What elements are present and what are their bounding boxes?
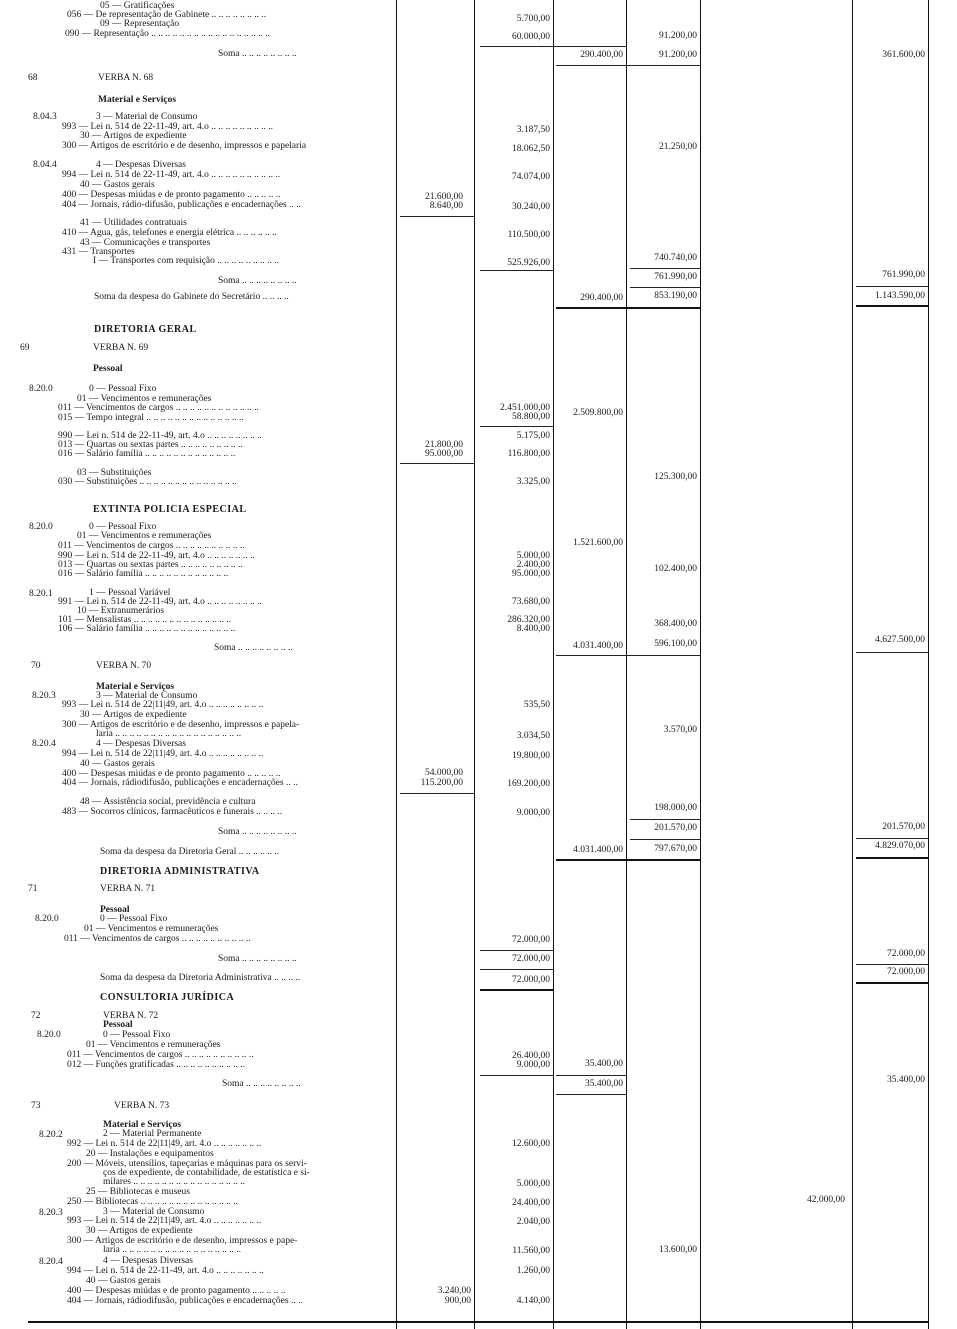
amount-value: 115.200,00 — [420, 778, 463, 788]
amount-value: 286.320,00 — [507, 615, 550, 625]
subsection-heading: Material e Serviços — [103, 1120, 182, 1130]
budget-line: 250 — Bibliotecas .. .. .. .. .. .. .. .. .. .. .. .. .. .. — [67, 1197, 238, 1207]
budget-line: 300 — Artigos de escritório e de desenho, impressos e pape- — [67, 1236, 298, 1246]
amount-value: 8.640,00 — [429, 201, 463, 211]
subsection-heading: Material e Serviços — [96, 682, 175, 692]
amount-value: 368.400,00 — [654, 619, 697, 629]
amount-value: 11.560,00 — [512, 1246, 550, 1256]
amount-value: 4.829.070,00 — [875, 841, 925, 851]
budget-line: VERBA N. 71 — [100, 884, 156, 894]
amount-value: 201.570,00 — [654, 823, 697, 833]
budget-line: 43 — Comunicações e transportes — [80, 238, 211, 248]
budget-line: Soma .. .. .. .. .. .. .. .. — [218, 276, 297, 286]
amount-value: 72.000,00 — [512, 954, 550, 964]
budget-line: Soma da despesa da Diretoria Geral .. .. .. .. .. .. — [100, 847, 280, 857]
budget-line: 73 — [31, 1101, 41, 1111]
amount-value: 9.000,00 — [516, 1060, 550, 1070]
budget-line: 106 — Salário família .. .. .. .. .. .. .. .. .. .. .. .. .. — [58, 624, 236, 634]
subsection-heading: Pessoal — [93, 364, 123, 374]
amount-value: 5.700,00 — [516, 14, 550, 24]
budget-line: 0 — Pessoal Fixo — [103, 1030, 171, 1040]
sum-rule — [480, 46, 626, 47]
budget-line: 41 — Utilidades contratuais — [80, 218, 187, 228]
amount-value: 3.325,00 — [516, 477, 550, 487]
amount-value: 169.200,00 — [507, 779, 550, 789]
amount-value: 3.240,00 — [437, 1286, 471, 1296]
budget-line: 991 — Lei n. 514 de 22-11-49, art. 4.o .. .. .. .. .. .. .. .. — [58, 597, 262, 607]
amount-value: 535,50 — [523, 700, 550, 710]
amount-value: 1.143.590,00 — [875, 291, 925, 301]
amount-value: 900,00 — [444, 1296, 471, 1306]
budget-line: 404 — Jornais, rádiodifusão, publicações e encadernações .. .. — [62, 778, 298, 788]
budget-line: 993 — Lei n. 514 de 22|11|49, art. 4.o .. .. .. .. .. .. .. — [67, 1216, 262, 1226]
amount-value: 21.600,00 — [425, 192, 463, 202]
amount-value: 5.000,00 — [516, 551, 550, 561]
total-rule — [556, 859, 700, 861]
total-rule — [856, 982, 928, 984]
sum-rule — [630, 268, 700, 269]
budget-line: 3 — Material de Consumo — [103, 1207, 205, 1217]
amount-value: 361.600,00 — [882, 50, 925, 60]
budget-line: 101 — Mensalistas .. .. .. .. .. .. .. .. .. .. .. .. .. .. — [58, 615, 232, 625]
budget-line: 05 — Gratificações — [100, 1, 175, 11]
amount-value: 3.187,50 — [516, 125, 550, 135]
budget-line: 090 — Representação .. .. .. .. .. .. .. .. .. .. .. .. .. .. .. .. .. — [65, 29, 271, 39]
budget-line: 431 — Transportes — [62, 247, 135, 257]
amount-value: 201.570,00 — [882, 822, 925, 832]
sum-rule — [630, 839, 700, 840]
budget-line: 993 — Lei n. 514 de 22|11|49, art. 4.o .. .. .. .. .. .. .. .. — [62, 700, 264, 710]
amount-value: 12.600,00 — [512, 1139, 550, 1149]
budget-line: 993 — Lei n. 514 de 22-11-49, art. 4.o .. .. .. .. .. .. .. .. .. — [62, 122, 273, 132]
budget-line: VERBA N. 72 — [103, 1011, 159, 1021]
sum-rule — [856, 286, 928, 287]
amount-value: 198.000,00 — [654, 803, 697, 813]
amount-value: 110.500,00 — [507, 230, 550, 240]
budget-line: 300 — Artigos de escritório e de desenho, impressos e papela- — [62, 720, 300, 730]
budget-line: 4 — Despesas Diversas — [103, 1256, 193, 1266]
amount-value: 596.100,00 — [654, 639, 697, 649]
budget-line: 015 — Tempo integral .. .. .. .. .. .. .. .. .. .. .. .. .. .. — [58, 413, 244, 423]
amount-value: 740.740,00 — [654, 253, 697, 263]
budget-line: 994 — Lei n. 514 de 22|11|49, art. 4.o .. .. .. .. .. .. .. .. — [62, 749, 264, 759]
amount-value: 4.140,00 — [516, 1296, 550, 1306]
budget-line: 72 — [31, 1011, 41, 1021]
budget-line: 200 — Móveis, utensílios, tapeçarias e máquinas para os servi- — [67, 1159, 307, 1169]
subsection-heading: Pessoal — [100, 905, 130, 915]
section-title: DIRETORIA ADMINISTRATIVA — [100, 866, 260, 877]
budget-line: 01 — Vencimentos e remunerações — [77, 394, 212, 404]
amount-value: 72.000,00 — [887, 949, 925, 959]
budget-line: 8.20.3 — [32, 691, 56, 701]
amount-value: 125.300,00 — [654, 472, 697, 482]
amount-value: 1.260,00 — [516, 1266, 550, 1276]
budget-line: 2 — Material Permanente — [103, 1129, 202, 1139]
total-rule — [856, 305, 928, 307]
sum-rule — [400, 463, 474, 464]
amount-value: 9.000,00 — [516, 808, 550, 818]
amount-value: 35.400,00 — [585, 1059, 623, 1069]
column-rule — [928, 0, 929, 1329]
section-title: CONSULTORIA JURÍDICA — [100, 992, 235, 1003]
budget-line: 01 — Vencimentos e remunerações — [84, 924, 219, 934]
budget-line: 8.20.1 — [29, 589, 53, 599]
amount-value: 2.509.800,00 — [573, 408, 623, 418]
budget-line: 8.20.0 — [37, 1030, 61, 1040]
budget-line: 990 — Lei n. 514 de 22-11-49, art. 4.o .. .. .. .. .. .. .. — [58, 551, 255, 561]
budget-line: 03 — Substituições — [77, 468, 152, 478]
budget-line: 25 — Bibliotecas e museus — [86, 1187, 190, 1197]
column-rule — [396, 0, 397, 1329]
amount-value: 42.000,00 — [807, 1195, 845, 1205]
budget-line: 8.04.4 — [33, 160, 57, 170]
budget-line: 8.20.0 — [35, 914, 59, 924]
amount-value: 290.400,00 — [580, 50, 623, 60]
amount-value: 58.800,00 — [512, 412, 550, 422]
budget-line: 400 — Despesas miúdas e de pronto pagamento .. .. .. .. .. — [67, 1286, 286, 1296]
amount-value: 18.062,50 — [512, 144, 550, 154]
budget-line: 483 — Socorros clínicos, farmacêuticos e funerais .. .. .. .. — [62, 807, 283, 817]
budget-line: 71 — [28, 884, 38, 894]
budget-line: laria .. .. .. .. .. .. .. .. .. .. .. .. .. .. .. .. .. .. — [96, 729, 242, 739]
budget-line: I — Transportes com requisição .. .. .. .. .. .. .. .. .. — [93, 256, 280, 266]
sum-rule — [480, 1075, 554, 1076]
budget-line: 68 — [28, 73, 38, 83]
column-rule — [553, 0, 554, 1329]
budget-line: 3 — Material de Consumo — [96, 691, 198, 701]
amount-value: 74.074,00 — [512, 172, 550, 182]
amount-value: 525.926,00 — [507, 258, 550, 268]
budget-line: ços de expediente, de contabilidade, de estatística e si- — [103, 1168, 310, 1178]
amount-value: 35.400,00 — [887, 1075, 925, 1085]
budget-line: 013 — Quartas ou sextas partes .. .. .. .. .. .. .. .. .. — [58, 440, 243, 450]
amount-value: 72.000,00 — [512, 975, 550, 985]
page-bottom-rule — [28, 1321, 928, 1323]
amount-value: 91.200,00 — [659, 50, 697, 60]
amount-value: 72.000,00 — [887, 967, 925, 977]
column-rule — [474, 0, 475, 1329]
budget-line: 012 — Funções gratificadas .. .. .. .. .. .. .. .. .. .. — [67, 1060, 246, 1070]
amount-value: 21.250,00 — [659, 142, 697, 152]
budget-line: 01 — Vencimentos e remunerações — [86, 1040, 221, 1050]
amount-value: 5.175,00 — [516, 431, 550, 441]
budget-line: 8.20.4 — [32, 739, 56, 749]
amount-value: 35.400,00 — [585, 1079, 623, 1089]
budget-line: laria .. .. .. .. .. .. .. .. .. .. .. .. .. .. .. .. .. — [103, 1245, 242, 1255]
amount-value: 73.680,00 — [512, 597, 550, 607]
budget-line: 8.20.2 — [39, 1130, 63, 1140]
amount-value: 2.400,00 — [516, 560, 550, 570]
budget-line: 0 — Pessoal Fixo — [89, 522, 157, 532]
column-rule — [626, 0, 627, 1329]
budget-line: 011 — Vencimentos de cargos .. .. .. .. .. .. .. .. .. .. .. .. — [58, 403, 259, 413]
budget-line: Soma da despesa do Gabinete do Secretário .. .. .. .. — [94, 292, 289, 302]
amount-value: 1.521.600,00 — [573, 538, 623, 548]
budget-line: 30 — Artigos de expediente — [80, 131, 187, 141]
sum-rule — [556, 65, 700, 66]
budget-line: Soma .. .. .. .. .. .. .. .. — [214, 643, 293, 653]
budget-line: 4 — Despesas Diversas — [96, 739, 186, 749]
budget-line: 8.04.3 — [33, 112, 57, 122]
budget-line: 8.20.0 — [29, 522, 53, 532]
budget-line: 994 — Lei n. 514 de 22-11-49, art. 4.o .. .. .. .. .. .. .. — [67, 1266, 264, 1276]
budget-line: 40 — Gastos gerais — [80, 759, 155, 769]
budget-line: 0 — Pessoal Fixo — [100, 914, 168, 924]
amount-value: 116.800,00 — [507, 449, 550, 459]
budget-line: 8.20.3 — [39, 1208, 63, 1218]
amount-value: 60.000,00 — [512, 32, 550, 42]
column-rule — [852, 0, 853, 1329]
sum-rule — [480, 950, 554, 951]
amount-value: 26.400,00 — [512, 1051, 550, 1061]
budget-line: 011 — Vencimentos de cargos .. .. .. .. .. .. .. .. .. .. — [58, 541, 245, 551]
amount-value: 30.240,00 — [512, 202, 550, 212]
budget-line: 016 — Salário família .. .. .. .. .. .. .. .. .. .. .. .. .. — [58, 449, 236, 459]
amount-value: 2.451.000,00 — [500, 403, 550, 413]
budget-line: 01 — Vencimentos e remunerações — [77, 531, 212, 541]
amount-value: 4.627.500,00 — [875, 635, 925, 645]
section-title: DIRETORIA GERAL — [94, 324, 197, 335]
sum-rule — [856, 652, 928, 653]
amount-value: 4.031.400,00 — [573, 845, 623, 855]
amount-value: 761.990,00 — [882, 270, 925, 280]
sum-rule — [480, 969, 554, 970]
budget-line: 69 — [20, 343, 30, 353]
budget-line: 404 — Jornais, rádiodifusão, publicações e encadernações .. .. — [67, 1296, 303, 1306]
budget-line: 016 — Salário família .. .. .. .. .. .. .. .. .. .. .. .. — [58, 569, 229, 579]
amount-value: 24.400,00 — [512, 1198, 550, 1208]
budget-line: Soma da despesa da Diretoria Administrativa .. .. .. .. — [100, 973, 301, 983]
budget-line: 056 — De representação de Gabinete .. .. .. .. .. .. .. .. — [67, 10, 267, 20]
budget-line: 011 — Vencimentos de cargos .. .. .. .. .. .. .. .. .. .. — [64, 934, 251, 944]
amount-value: 19.800,00 — [512, 751, 550, 761]
sum-rule — [856, 964, 928, 965]
budget-line: Soma .. .. .. .. .. .. .. .. — [218, 827, 297, 837]
budget-line: 10 — Extranumerários — [77, 606, 165, 616]
amount-value: 91.200,00 — [659, 31, 697, 41]
section-title: EXTINTA POLICIA ESPECIAL — [93, 504, 247, 515]
amount-value: 761.990,00 — [654, 272, 697, 282]
subsection-heading: Pessoal — [103, 1020, 133, 1030]
amount-value: 95.000,00 — [512, 569, 550, 579]
amount-value: 102.400,00 — [654, 564, 697, 574]
budget-line: 030 — Substituições .. .. .. .. .. .. .. .. .. .. .. .. .. .. — [58, 477, 237, 487]
budget-line: 20 — Instalações e equipamentos — [86, 1149, 214, 1159]
budget-line: VERBA N. 69 — [93, 343, 149, 353]
sum-rule — [630, 819, 700, 820]
budget-line: VERBA N. 70 — [96, 661, 152, 671]
budget-line: 4 — Despesas Diversas — [96, 160, 186, 170]
budget-line: VERBA N. 68 — [98, 73, 154, 83]
sum-rule — [630, 287, 700, 288]
budget-line: 410 — Agua, gás, telefones e energia elétrica .. .. .. .. .. .. — [62, 228, 277, 238]
amount-value: 797.670,00 — [654, 844, 697, 854]
amount-value: 290.400,00 — [580, 293, 623, 303]
budget-line: Soma .. .. .. .. .. .. .. .. — [218, 954, 297, 964]
sum-rule — [480, 426, 554, 427]
sum-rule — [480, 270, 554, 271]
budget-line: Soma .. .. .. .. .. .. .. .. — [222, 1079, 301, 1089]
budget-line: 300 — Artigos de escritório e de desenho, impressos e papelaria — [62, 141, 307, 151]
budget-line: 1 — Pessoal Variável — [89, 588, 171, 598]
column-rule — [700, 0, 701, 1329]
budget-line: 30 — Artigos de expediente — [86, 1226, 193, 1236]
amount-value: 2.040,00 — [516, 1217, 550, 1227]
budget-line: 40 — Gastos gerais — [86, 1276, 161, 1286]
budget-line: Soma .. .. .. .. .. .. .. .. — [218, 49, 297, 59]
budget-line: 013 — Quartas ou sextas partes .. .. .. .. .. .. .. .. .. — [58, 560, 243, 570]
total-rule — [556, 307, 700, 309]
amount-value: 54.000,00 — [425, 768, 463, 778]
amount-value: 3.034,50 — [516, 731, 550, 741]
budget-line: 400 — Despesas miúdas e de pronto pagamento .. .. .. .. .. — [62, 190, 281, 200]
sum-rule — [556, 1094, 626, 1095]
budget-line: VERBA N. 73 — [114, 1101, 170, 1111]
budget-line: 400 — Despesas miúdas e de pronto pagamento .. .. .. .. .. — [62, 769, 281, 779]
total-rule — [856, 857, 928, 859]
budget-line: 40 — Gastos gerais — [80, 180, 155, 190]
sum-rule — [556, 1075, 626, 1076]
amount-value: 8.400,00 — [516, 624, 550, 634]
total-rule — [480, 989, 554, 991]
budget-line: 8.20.4 — [39, 1257, 63, 1267]
amount-value: 5.000,00 — [516, 1179, 550, 1189]
budget-line: 3 — Material de Consumo — [96, 112, 198, 122]
budget-line: 30 — Artigos de expediente — [80, 710, 187, 720]
budget-line: 48 — Assistência social, previdência e cultura — [80, 797, 256, 807]
budget-line: 992 — Lei n. 514 de 22|11|49, art. 4.o .. .. .. .. .. .. .. — [67, 1139, 262, 1149]
budget-line: 011 — Vencimentos de cargos .. .. .. .. .. .. .. .. .. .. — [67, 1050, 254, 1060]
amount-value: 3.570,00 — [663, 725, 697, 735]
budget-line: 994 — Lei n. 514 de 22-11-49, art. 4.o .. .. .. .. .. .. .. .. .. .. — [62, 170, 281, 180]
budget-line: 8.20.0 — [29, 384, 53, 394]
amount-value: 853.190,00 — [654, 291, 697, 301]
subsection-heading: Material e Serviços — [98, 95, 177, 105]
sum-rule — [556, 655, 700, 656]
amount-value: 13.600,00 — [659, 1245, 697, 1255]
sum-rule — [400, 216, 474, 217]
amount-value: 21.800,00 — [425, 440, 463, 450]
budget-line: 404 — Jornais, rádio-difusão, publicações e encadernações .. .. — [62, 200, 301, 210]
budget-line: 70 — [31, 661, 41, 671]
budget-line: 09 — Representação — [100, 19, 180, 29]
budget-line: milares .. .. .. .. .. .. .. .. .. .. .. .. .. .. .. .. — [103, 1177, 245, 1187]
sum-rule — [400, 793, 474, 794]
sum-rule — [856, 838, 928, 839]
amount-value: 72.000,00 — [512, 935, 550, 945]
amount-value: 4.031.400,00 — [573, 641, 623, 651]
budget-line: 990 — Lei n. 514 de 22-11-49, art. 4.o .. .. .. .. .. .. .. .. — [58, 431, 262, 441]
budget-line: 0 — Pessoal Fixo — [89, 384, 157, 394]
amount-value: 95.000,00 — [425, 449, 463, 459]
